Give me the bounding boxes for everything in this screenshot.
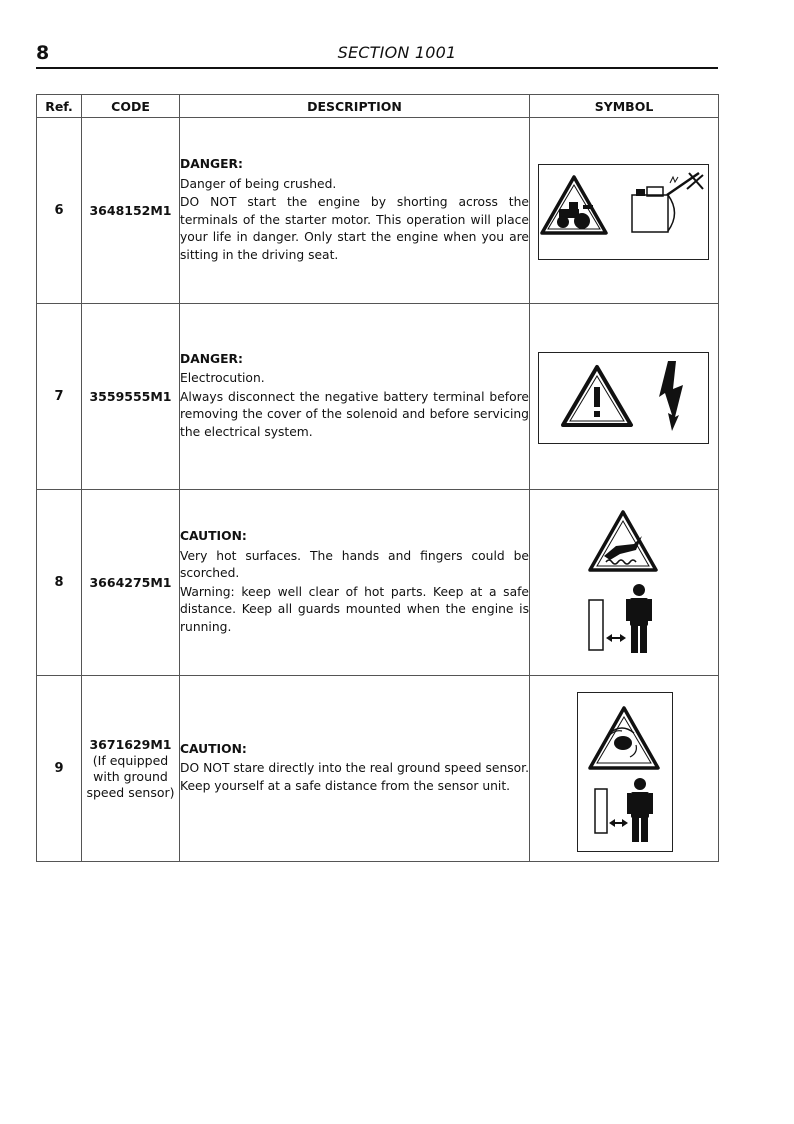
column-header-code: CODE bbox=[82, 95, 180, 118]
code-note: (If equipped with ground speed sensor) bbox=[86, 752, 175, 800]
hot-surface-hazard-icon bbox=[530, 490, 719, 675]
symbol-cell bbox=[530, 118, 719, 304]
symbol-cell bbox=[530, 304, 719, 490]
description-paragraph: Warning: keep well clear of hot parts. Keep at a safe distance. Keep all guards mounted when the engine is running. bbox=[180, 584, 529, 634]
description-cell bbox=[180, 118, 530, 304]
code-cell bbox=[82, 118, 180, 304]
hazard-title: DANGER: bbox=[180, 157, 243, 171]
description-paragraph: DO NOT stare directly into the real ground speed sensor. Keep yourself at a safe distance from the sensor unit. bbox=[180, 761, 529, 793]
symbol-cell bbox=[530, 676, 719, 862]
table-row bbox=[37, 118, 719, 304]
column-header-description: DESCRIPTION bbox=[180, 95, 530, 118]
part-code: 3664275M1 bbox=[89, 574, 172, 590]
code-cell bbox=[82, 304, 180, 490]
safety-decal-table bbox=[36, 94, 719, 862]
part-code: 3648152M1 bbox=[89, 202, 172, 218]
section-title: SECTION 1001 bbox=[337, 43, 457, 62]
code-cell bbox=[82, 676, 180, 862]
description-paragraph: DO NOT start the engine by shorting across the terminals of the starter motor. This operation will place your life in danger. Only start the engine when you are sitting in the driving seat. bbox=[180, 195, 529, 262]
description-cell bbox=[180, 676, 530, 862]
part-code: 3559555M1 bbox=[89, 388, 172, 404]
hazard-title: CAUTION: bbox=[180, 529, 247, 543]
ref-cell: 7 bbox=[37, 304, 82, 490]
column-header-ref: Ref. bbox=[37, 95, 82, 118]
ref-cell: 9 bbox=[37, 676, 82, 862]
crush-hazard-starter-icon bbox=[538, 164, 709, 260]
ref-cell: 6 bbox=[37, 118, 82, 304]
description-paragraph: Danger of being crushed. bbox=[180, 176, 337, 191]
electrocution-hazard-icon bbox=[538, 352, 709, 444]
column-header-symbol: SYMBOL bbox=[530, 95, 719, 118]
code-cell bbox=[82, 490, 180, 676]
table-row bbox=[37, 490, 719, 676]
hazard-title: DANGER: bbox=[180, 351, 243, 366]
description-paragraph: Electrocution. bbox=[180, 371, 265, 386]
symbol-cell bbox=[530, 490, 719, 676]
header-rule bbox=[36, 67, 718, 69]
table-row bbox=[37, 304, 719, 490]
description-cell bbox=[180, 304, 530, 490]
radar-sensor-hazard-icon bbox=[577, 692, 673, 852]
hazard-title: CAUTION: bbox=[180, 741, 247, 756]
table-row bbox=[37, 676, 719, 862]
table-header-row bbox=[37, 95, 719, 118]
description-paragraph: Always disconnect the negative battery terminal before removing the cover of the solenoid and before servicing the electrical system. bbox=[180, 389, 529, 439]
page-number: 8 bbox=[36, 42, 50, 64]
ref-cell: 8 bbox=[37, 490, 82, 676]
description-cell bbox=[180, 490, 530, 676]
part-code: 3671629M1 bbox=[89, 736, 172, 752]
description-paragraph: Very hot surfaces. The hands and fingers could be scorched. bbox=[180, 548, 529, 580]
